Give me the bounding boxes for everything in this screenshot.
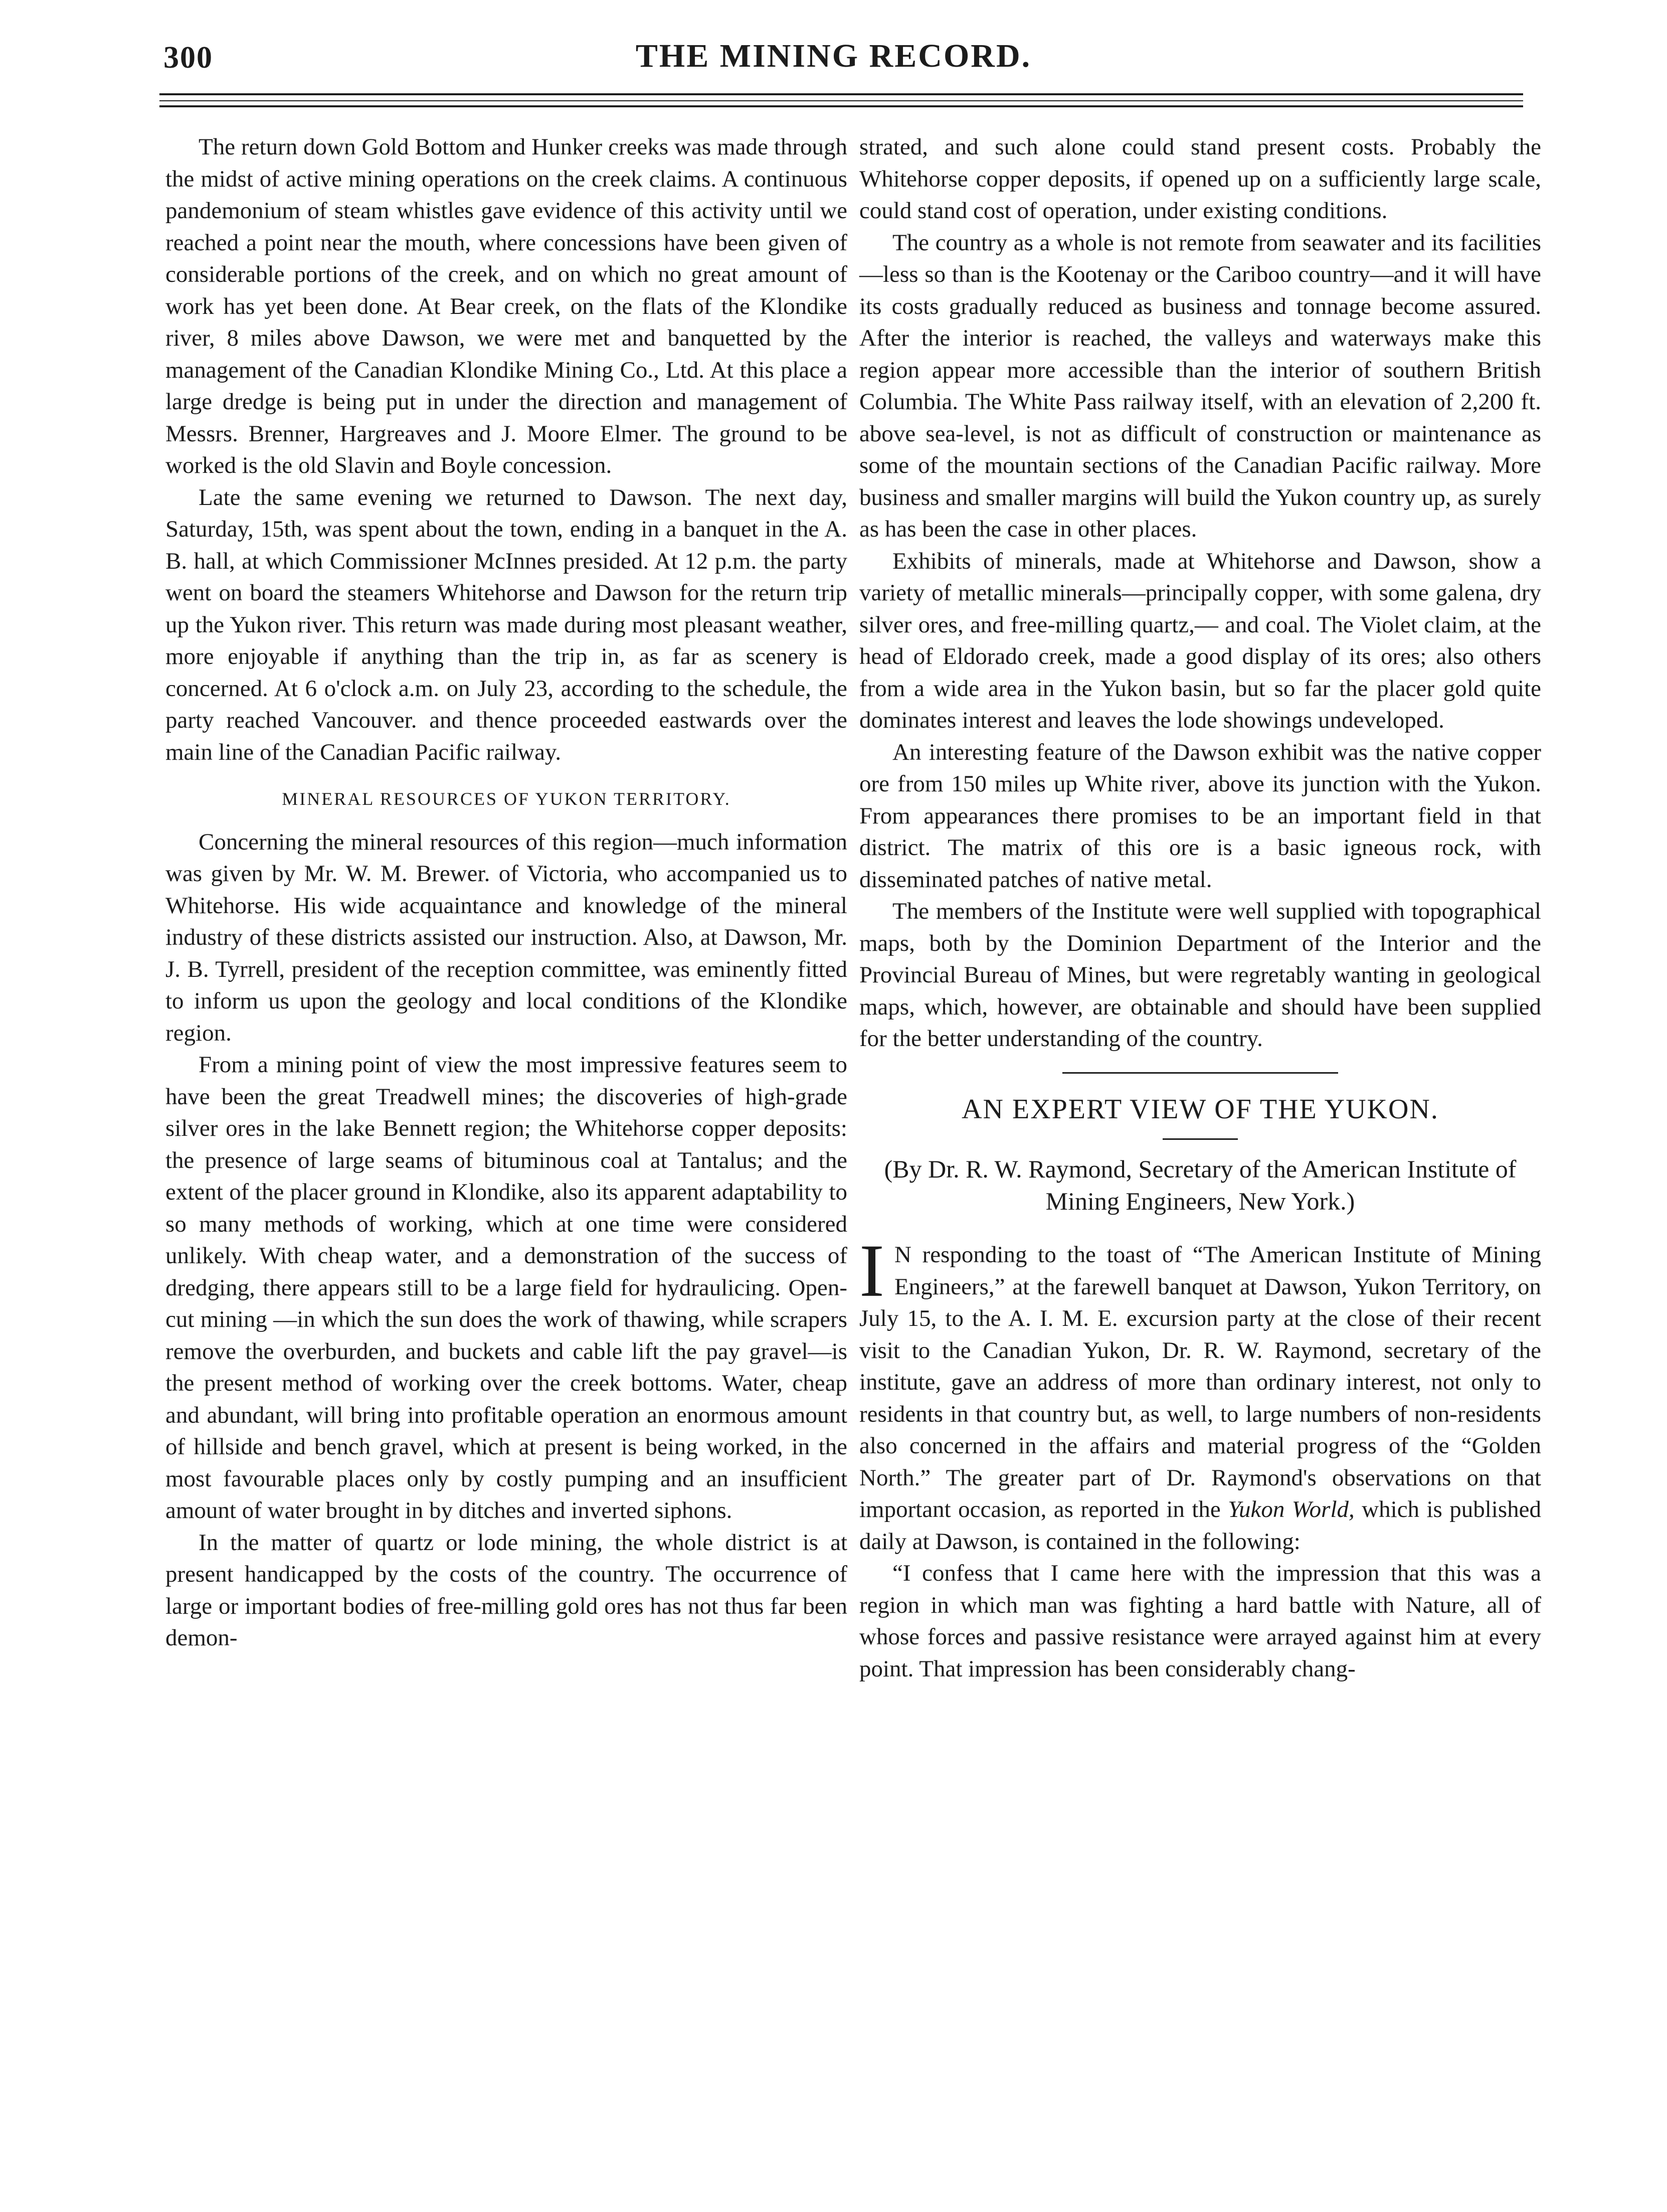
article-title: AN EXPERT VIEW OF THE YUKON. <box>962 1093 1439 1125</box>
byline: (By Dr. R. W. Raymond, Secretary of the American Institute of Mining Engineers, New York.) <box>884 1155 1517 1215</box>
paragraph-text: N responding to the toast of “The American Institute of Mining Engineers,” at the farewell banquet at Dawson, Yukon Territory, on July 15, to the A. I. M. E. excursion party at the close of their recent visit to the Canadian Yukon, Dr. R. W. Raymond, secretary of the institute, gave an address of more than ordinary interest, not only to residents in that country but, as well, to large numbers of non-residents also concerned in the affairs and material progress of the “Golden North.” The greater part of Dr. Raymond's observations on that important occasion, as reported in the <box>859 1242 1541 1522</box>
page-number: 300 <box>163 41 213 75</box>
paragraph: The country as a whole is not remote from seawater and its facilities—less so than is the Kootenay or the Cariboo country—and it will have its costs gradually reduced as business and tonnage become assured. After the interior is reached, the valleys and waterways make this region appear more accessible than the interior of southern British Columbia. The White Pass railway itself, with an elevation of 2,200 ft. above sea-level, is not as difficult of construction or maintenance as some of the mountain sections of the Canadian Pacific railway. More business and smaller margins will build the Yukon country up, as surely as has been the case in other places. <box>859 229 1541 542</box>
paragraph: An interesting feature of the Dawson exhibit was the native copper ore from 150 miles up White river, above its junction with the Yukon. From appearances there promises to be an important field in that district. The matrix of this ore is a basic igneous rock, with disseminated patches of native metal. <box>859 739 1541 893</box>
section-heading: MINERAL RESOURCES OF YUKON TERRITORY. <box>282 789 731 809</box>
drop-cap: I <box>859 1229 884 1312</box>
paragraph: Late the same evening we returned to Dawson. The next day, Saturday, 15th, was spent about the town, ending in a banquet in the A. B. hall, at which Commissioner McInnes presided. At 12 p.m. the party went on board the steamers Whitehorse and Dawson for the return trip up the Yukon river. This return was made during most pleasant weather, more enjoyable if anything than the trip in, as far as scenery is concerned. At 6 o'clock a.m. on July 23, according to the schedule, the party reached Vancouver. and thence proceeded eastwards over the main line of the Canadian Pacific railway. <box>165 484 847 765</box>
section-divider <box>1062 1072 1338 1074</box>
header-rule <box>159 93 1523 95</box>
paragraph: In the matter of quartz or lode mining, the whole district is at present handicapped by the costs of the country. The occurrence of large or important bodies of free-milling gold ores has not thus far been demon- <box>165 1529 847 1651</box>
paragraph: The return down Gold Bottom and Hunker creeks was made through the midst of active mining operations on the creek claims. A continuous pandemonium of steam whistles gave evidence of this activity until we reached a point near the mouth, where concessions have been given of considerable portions of the creek, and on which no great amount of work has yet been done. At Bear creek, on the flats of the Klondike river, 8 miles above Dawson, we were met and banquetted by the management of the Canadian Klondike Mining Co., Ltd. At this place a large dredge is being put in under the direction and management of Messrs. Brenner, Hargreaves and J. Moore Elmer. The ground to be worked is the old Slavin and Boyle concession. <box>165 134 847 478</box>
paragraph <box>859 1229 1542 1558</box>
header-rule <box>159 105 1523 107</box>
left-column <box>165 131 847 1654</box>
paragraph: From a mining point of view the most impressive features seem to have been the great Treadwell mines; the discoveries of high-grade silver ores in the lake Bennett region; the Whitehorse copper deposits: the presence of large seams of bituminous coal at Tantalus; and the extent of the placer ground in Klondike, also its apparent adaptability to so many methods of working, which at one time were considered unlikely. With cheap water, and a demonstration of the success of dredging, there appears still to be a large field for hydraulicing. Open-cut mining —in which the sun does the work of thawing, while scrapers remove the overburden, and buckets and cable lift the pay gravel—is the present method of working over the creek bottoms. Water, cheap and abundant, will bring into profitable operation an enormous amount of hillside and bench gravel, which at present is being worked, in the most favourable places only by costly pumping and an insufficient amount of water brought in by ditches and inverted siphons. <box>165 1052 847 1523</box>
paragraph-text: which is published daily at Dawson, is contained in the following: <box>859 1496 1542 1555</box>
journal-title: THE MINING RECORD. <box>635 38 1032 74</box>
title-divider <box>1163 1138 1238 1140</box>
header-rule <box>159 100 1523 101</box>
paragraph: Concerning the mineral resources of this region—much information was given by Mr. W. M. Brewer. of Victoria, who accompanied us to Whitehorse. His wide acquaintance and knowledge of the mineral industry of these districts assisted our instruction. Also, at Dawson, Mr. J. B. Tyrrell, president of the reception committee, was eminently fitted to inform us upon the geology and local conditions of the Klondike region. <box>165 828 847 1046</box>
paragraph: The members of the Institute were well supplied with topographical maps, both by the Dominion Department of the Interior and the Provincial Bureau of Mines, but were regretably wanting in geological maps, which, however, are obtainable and should have been supplied for the better understanding of the country. <box>859 898 1541 1052</box>
publication-name: Yukon World, <box>1228 1496 1355 1522</box>
paragraph: strated, and such alone could stand present costs. Probably the Whitehorse copper deposits, if opened up on a sufficiently large scale, could stand cost of operation, under existing conditions. <box>859 134 1541 224</box>
paragraph: Exhibits of minerals, made at Whitehorse and Dawson, show a variety of metallic minerals—principally copper, with some galena, dry silver ores, and free-milling quartz,— and coal. The Violet claim, at the head of Eldorado creek, made a good display of its ores; also others from a wide area in the Yukon basin, but so far the placer gold quite dominates interest and leaves the lode showings undeveloped. <box>859 548 1541 733</box>
paragraph: “I confess that I came here with the impression that this was a region in which man was fighting a hard battle with Nature, all of whose forces and passive resistance were arrayed against him at every point. That impression has been considerably chang- <box>859 1560 1541 1682</box>
right-column <box>859 131 1541 1685</box>
